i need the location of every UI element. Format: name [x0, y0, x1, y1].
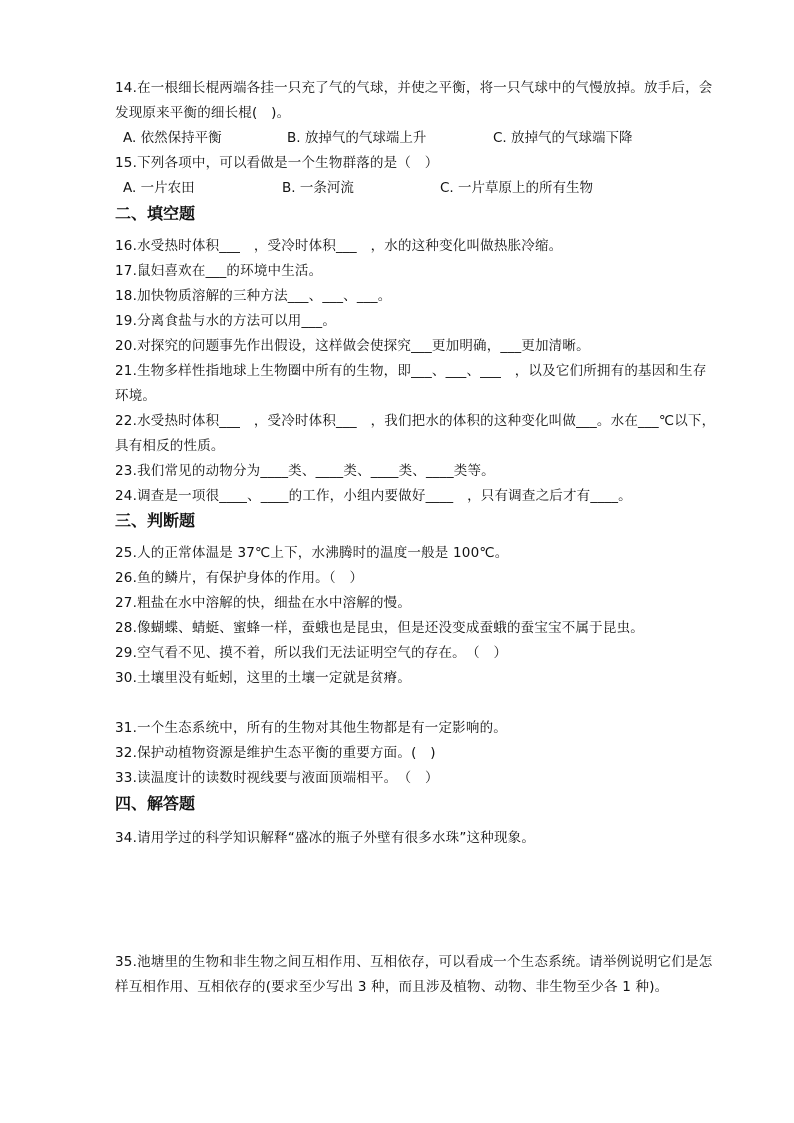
question-20: 20.对探究的问题事先作出假设，这样做会使探究___更加明确，___更加清晰。	[115, 338, 590, 354]
question-15-option-b: B. 一条河流	[282, 180, 354, 196]
question-14-line-2: 发现原来平衡的细长棍( )。	[115, 105, 291, 121]
question-18: 18.加快物质溶解的三种方法___、___、___。	[115, 288, 392, 304]
question-17: 17.鼠妇喜欢在___的环境中生活。	[115, 263, 323, 279]
question-22-line-2: 具有相反的性质。	[115, 438, 225, 454]
question-33: 33.读温度计的读数时视线要与液面顶端相平。 （ ）	[115, 770, 439, 786]
question-29: 29.空气看不见、摸不着，所以我们无法证明空气的存在。 （ ）	[115, 645, 508, 661]
question-25: 25.人的正常体温是 37℃上下，水沸腾时的温度一般是 100℃。	[115, 545, 509, 561]
section-heading-answer: 四、解答题	[115, 794, 196, 813]
question-15-option-a: A. 一片农田	[123, 180, 195, 196]
question-23: 23.我们常见的动物分为____类、____类、____类、____类等。	[115, 463, 495, 479]
question-26: 26.鱼的鳞片，有保护身体的作用。（ ）	[115, 570, 364, 586]
question-31: 31.一个生态系统中，所有的生物对其他生物都是有一定影响的。	[115, 720, 507, 736]
question-35-line-1: 35.池塘里的生物和非生物之间互相作用、互相依存，可以看成一个生态系统。请举例说明它们是怎	[115, 954, 713, 970]
question-15-text: 15.下列各项中，可以看做是一个生物群落的是（ ）	[115, 155, 439, 171]
question-21-line-1: 21.生物多样性指地球上生物圈中所有的生物，即___、___、___ ，以及它们所拥有的基因和生存	[115, 363, 707, 379]
question-14-option-a: A. 依然保持平衡	[123, 130, 222, 146]
question-32: 32.保护动植物资源是维护生态平衡的重要方面。( )	[115, 745, 436, 761]
question-35-line-2: 样互相作用、互相依存的(要求至少写出 3 种，而且涉及植物、动物、非生物至少各 1 种)。	[115, 979, 669, 995]
question-14-line-1: 14.在一根细长棍两端各挂一只充了气的气球，并使之平衡，将一只气球中的气慢放掉。放手后，会	[115, 80, 713, 96]
question-28: 28.像蝴蝶、蜻蜓、蜜蜂一样，蚕蛾也是昆虫，但是还没变成蚕蛾的蚕宝宝不属于昆虫。	[115, 620, 644, 636]
question-16: 16.水受热时体积___ ，受冷时体积___ ，水的这种变化叫做热胀冷缩。	[115, 238, 563, 254]
question-15-option-c: C. 一片草原上的所有生物	[440, 180, 594, 196]
section-heading-judgement: 三、判断题	[115, 511, 196, 530]
question-14-option-c: C. 放掉气的气球端下降	[493, 130, 633, 146]
question-22-line-1: 22.水受热时体积___ ，受冷时体积___ ，我们把水的体积的这种变化叫做___。水在___℃以下，	[115, 413, 716, 429]
question-21-line-2: 环境。	[115, 388, 157, 404]
section-heading-fill-in: 二、填空题	[115, 204, 196, 223]
question-27: 27.粗盐在水中溶解的快，细盐在水中溶解的慢。	[115, 595, 412, 611]
question-19: 19.分离食盐与水的方法可以用___。	[115, 313, 337, 329]
question-14-option-b: B. 放掉气的气球端上升	[287, 130, 427, 146]
question-30: 30.土壤里没有蚯蚓，这里的土壤一定就是贫瘠。	[115, 670, 412, 686]
question-34: 34.请用学过的科学知识解释“盛冰的瓶子外壁有很多水珠”这种现象。	[115, 830, 536, 846]
question-24: 24.调查是一项很____、____的工作，小组内要做好____ ，只有调查之后才有____。	[115, 488, 632, 504]
